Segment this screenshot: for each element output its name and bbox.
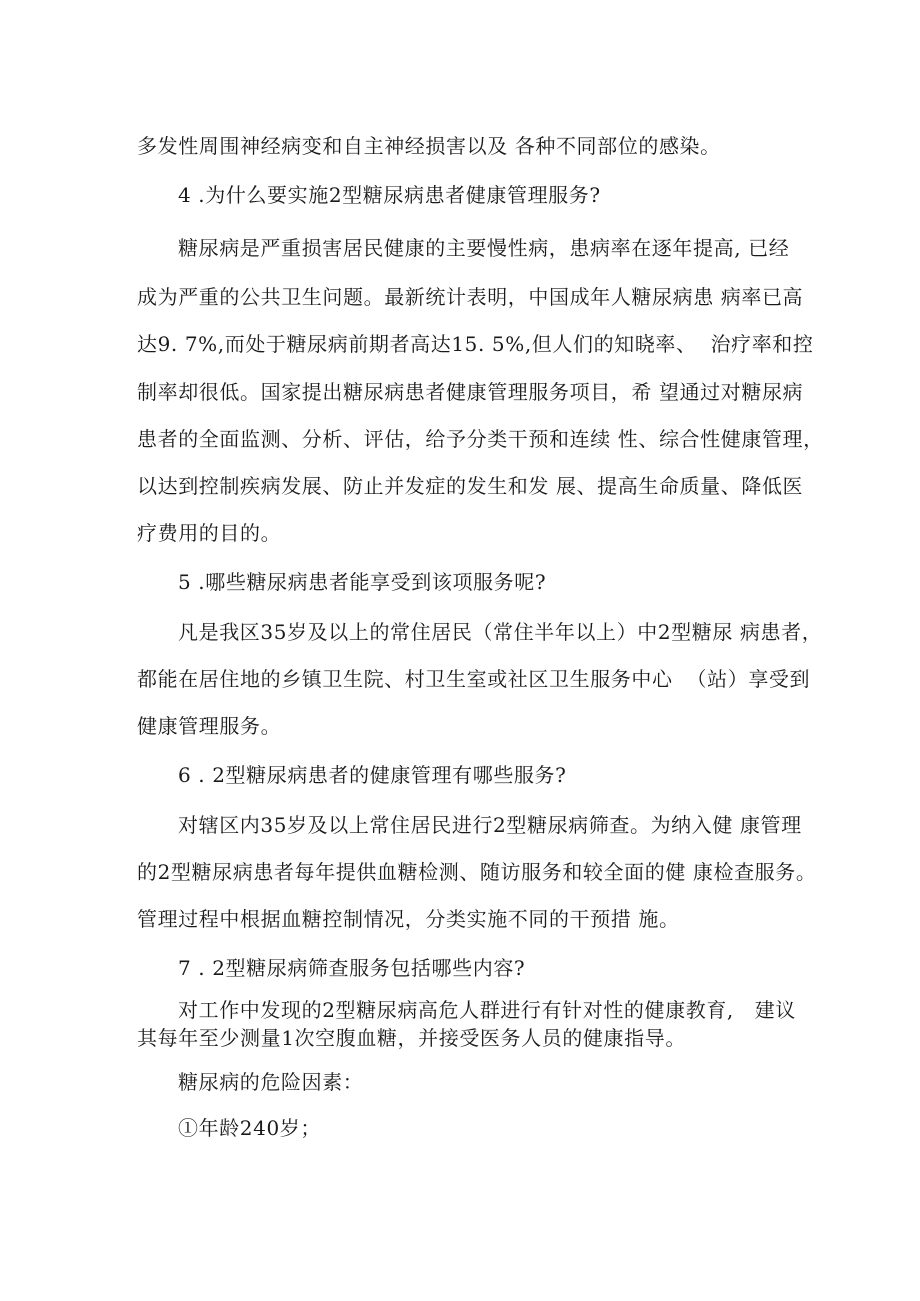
text-line-7: 患者的全面监测、分析、评估，给予分类干预和连续 性、综合性健康管理， bbox=[137, 427, 824, 451]
risk-factor-item-1: ①年龄240岁； bbox=[178, 1116, 321, 1140]
text-line-19: 对工作中发现的2型糖尿病高危人群进行有针对性的健康教育, 建议 bbox=[178, 998, 796, 1022]
text-line-17: 管理过程中根据血糖控制情况，分类实施不同的干预措 施。 bbox=[137, 907, 680, 931]
text-line-5: 达9. 7%,而处于糖尿病前期者高达15. 5%,但人们的知晓率、 治疗率和控 bbox=[137, 332, 814, 356]
text-line-15: 对辖区内35岁及以上常住居民进行2型糖尿病筛查。为纳入健 康管理 bbox=[178, 813, 802, 837]
text-line-6: 制率却很低。国家提出糖尿病患者健康管理服务项目，希 望通过对糖尿病 bbox=[137, 380, 804, 404]
text-line-13: 健康管理服务。 bbox=[137, 714, 282, 738]
question-6-heading: 6 . 2型糖尿病患者的健康管理有哪些服务? bbox=[178, 763, 567, 787]
question-5-heading: 5 .哪些糖尿病患者能享受到该项服务呢? bbox=[178, 570, 547, 594]
question-4-heading: 4 .为什么要实施2型糖尿病患者健康管理服务? bbox=[178, 183, 601, 207]
question-7-heading: 7 . 2型糖尿病筛查服务包括哪些内容? bbox=[178, 956, 526, 980]
text-line-20: 其每年至少测量1次空腹血糖，并接受医务人员的健康指导。 bbox=[137, 1026, 686, 1050]
text-line-9: 疗费用的目的。 bbox=[137, 521, 282, 545]
text-line-1: 多发性周围神经病变和自主神经损害以及 各种不同部位的感染。 bbox=[137, 134, 721, 158]
text-line-12: 都能在居住地的乡镇卫生院、村卫生室或社区卫生服务中心 （站）享受到 bbox=[137, 667, 811, 691]
risk-factors-heading: 糖尿病的危险因素： bbox=[178, 1070, 364, 1094]
text-line-16: 的2型糖尿病患者每年提供血糖检测、随访服务和较全面的健 康检查服务。 bbox=[137, 860, 817, 884]
text-line-8: 以达到控制疾病发展、防止并发症的发生和发 展、提高生命质量、降低医 bbox=[137, 474, 804, 498]
text-line-11: 凡是我区35岁及以上的常住居民（常住半年以上）中2型糖尿 病患者， bbox=[178, 620, 823, 644]
text-line-4: 成为严重的公共卫生问题。最新统计表明，中国成年人糖尿病患 病率已高 bbox=[137, 285, 804, 309]
text-line-3: 糖尿病是严重损害居民健康的主要慢性病，患病率在逐年提高, 已经 bbox=[178, 236, 790, 260]
